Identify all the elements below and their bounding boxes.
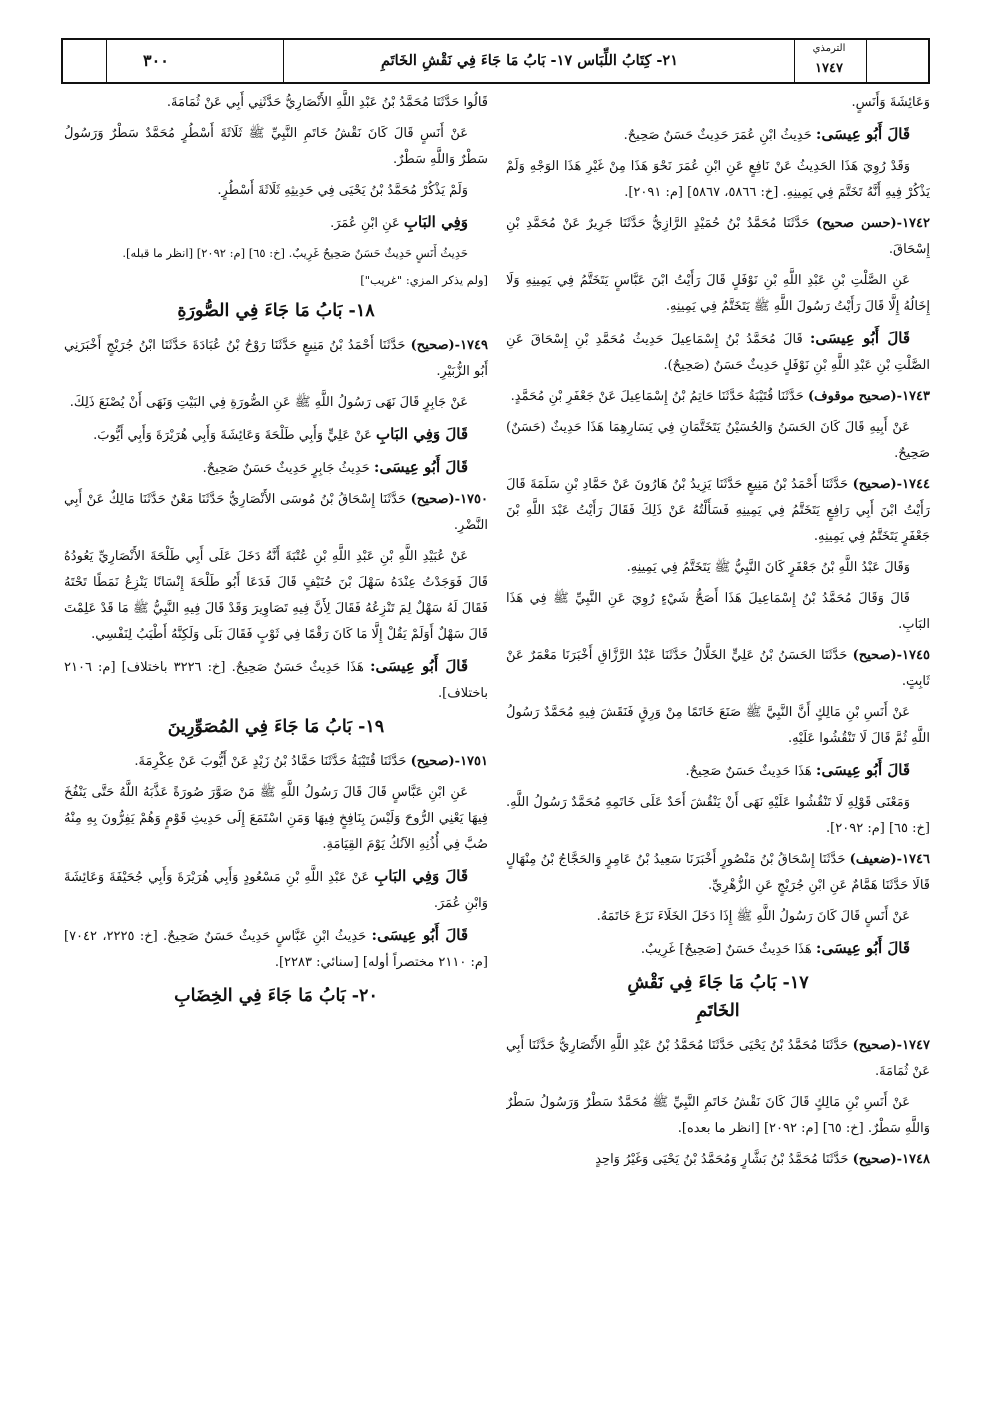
paragraph: قَالَ أَبُو عِيسَى: حَدِيثُ جَابِرٍ حَدِيثٌ حَسَنٌ صَحِيحٌ. bbox=[202, 458, 468, 476]
paragraph: قَالَ أَبُو عِيسَى: حَدِيثُ ابْنِ عَبَّاسٍ حَدِيثٌ حَسَنٌ صَحِيحٌ. [خ: ٢٢٢٥، ٧٠٤٢] [م: ٢١١٠ مختصراً أوله] [سنائي: ٢٢٨٣]. bbox=[64, 926, 488, 970]
chapter-heading: ١٧- بَابُ مَا جَاءَ فِي نَقْشِ الخَاتَمِ bbox=[627, 973, 809, 1021]
hadith-grade: ١٧٤٩-(صحيح) bbox=[410, 338, 488, 353]
hadith-1742: ١٧٤٢-(حسن صحيح) حَدَّثَنَا مُحَمَّدُ بْنُ حُمَيْدٍ الرَّازِيُّ حَدَّثَنَا جَرِيرٌ عَنْ مُحَمَّدِ بْنِ إِسْحَاقَ. bbox=[506, 216, 930, 257]
paragraph: قَالَ أَبُو عِيسَى: هَذَا حَدِيثٌ حَسَنٌ صَحِيحٌ. [خ: ٣٢٢٦ باختلاف] [م: ٢١٠٦ باختلاف]. bbox=[64, 657, 488, 701]
hadith-grade: ١٧٤٥-(صحيح) bbox=[852, 648, 930, 663]
chapter-heading: ١٩- بَابُ مَا جَاءَ فِي المُصَوِّرِينَ bbox=[167, 717, 385, 737]
hadith-text: عَنْ أَنَسِ بْنِ مَالِكٍ قَالَ كَانَ نَقْشُ خَاتَمِ النَّبِيِّ ﷺ مُحَمَّدٌ سَطْرٌ وَرَسُولُ سَطْرٌ وَاللَّهِ سَطْرٌ. [خ: ٦٥] [م: ٢٠٩٢] [انظر ما بعده]. bbox=[506, 1095, 930, 1136]
hadith-text: عَنْ عُبَيْدِ اللَّهِ بْنِ عَبْدِ اللَّهِ بْنِ عُتْبَةَ أَنَّهُ دَخَلَ عَلَى أَبِي طَلْحَةَ الأَنْصَارِيِّ يَعُودُهُ قَالَ فَوَجَدْتُ عِنْدَهُ سَهْلَ بْنَ حُنَيْفٍ قَالَ فَدَعَا أَبُو طَلْحَةَ إِنْسَانًا يَنْزِعُ نَمَطًا تَحْتَهُ فَقَالَ لَهُ سَهْلٌ لِمَ تَنْزِعُهُ فَقَالَ لِأَنَّ فِيهِ تَصَاوِيرَ وَقَدْ قَالَ فِيهِ النَّبِيُّ ﷺ مَا قَدْ عَلِمْتَ قَالَ سَهْلٌ أَوَلَمْ يَقُلْ إِلَّا مَا كَانَ رَقْمًا فِي ثَوْبٍ فَقَالَ بَلَى وَلَكِنَّهُ أَطْيَبُ لِنَفْسِي. bbox=[64, 549, 488, 642]
header-corner-box bbox=[63, 40, 107, 82]
hadith-text: وَقَالَ عَبْدُ اللَّهِ بْنُ جَعْفَرٍ كَانَ النَّبِيُّ ﷺ يَتَخَتَّمُ فِي يَمِينِهِ. bbox=[626, 560, 910, 575]
paragraph: قَالَ أَبُو عِيسَى: هَذَا حَدِيثٌ حَسَنٌ [صَحِيحٌ] غَرِيبٌ. bbox=[640, 939, 910, 957]
hadith-grade: ١٧٥١-(صحيح) bbox=[410, 754, 488, 769]
speaker: قَالَ أَبُو عِيسَى: bbox=[815, 761, 910, 779]
header-book-box bbox=[866, 40, 928, 82]
paragraph: حَدِيثُ أَنَسٍ حَدِيثٌ حَسَنٌ صَحِيحٌ غَرِيبٌ. [خ: ٦٥] [م: ٢٠٩٢] [انظر ما قبله]. bbox=[122, 246, 468, 260]
hadith-grade: ١٧٤٢-(حسن صحيح) bbox=[816, 216, 930, 231]
header-divider bbox=[794, 40, 795, 82]
footnote: [ولم يذكر المزي: "غريب"] bbox=[360, 273, 488, 287]
paragraph: وَمَعْنَى قَوْلِهِ لَا تَنْقُشُوا عَلَيْهِ نَهَى أَنْ يَنْقُشَ أَحَدٌ عَلَى خَاتَمِهِ مُحَمَّدٌ رَسُولُ اللَّهِ. [خ: ٦٥] [م: ٢٠٩٢]. bbox=[506, 795, 930, 836]
paragraph: قَالَ وَفِي البَابِ عَنْ عَبْدِ اللَّهِ بْنِ مَسْعُودٍ وَأَبِي هُرَيْرَةَ وَأَبِي جُحَيْفَةَ وَعَائِشَةَ وَابْنِ عُمَرَ. bbox=[64, 867, 488, 911]
paragraph: قَالَ أَبُو عِيسَى: حَدِيثُ ابْنِ عُمَرَ حَدِيثٌ حَسَنٌ صَحِيحٌ. bbox=[623, 125, 910, 143]
hadith-text: عَنِ ابْنِ عَبَّاسٍ قَالَ قَالَ رَسُولُ اللَّهِ ﷺ مَنْ صَوَّرَ صُورَةً عَذَّبَهُ اللَّهُ حَتَّى يَنْفُخَ فِيهَا يَعْنِي الرُّوحَ وَلَيْسَ بِنَافِخٍ فِيهَا وَمَنِ اسْتَمَعَ إِلَى حَدِيثِ قَوْمٍ وَهُمْ يَفِرُّونَ بِهِ مِنْهُ صُبَّ فِي أُذُنِهِ الآنُكُ يَوْمَ القِيَامَةِ. bbox=[64, 785, 488, 852]
hadith-grade: ١٧٤٣-(صحيح موقوف) bbox=[808, 389, 930, 404]
header-divider bbox=[283, 40, 284, 82]
speaker: قَالَ أَبُو عِيسَى: bbox=[373, 458, 468, 476]
hadith-1747: ١٧٤٧-(صحيح) حَدَّثَنَا مُحَمَّدُ بْنُ يَحْيَى حَدَّثَنَا مُحَمَّدُ بْنُ عَبْدِ اللَّهِ الأَنْصَارِيُّ حَدَّثَنَا أَبِي عَنْ ثُمَامَةَ. bbox=[506, 1038, 930, 1079]
paragraph: وَقَدْ رُوِيَ هَذَا الحَدِيثُ عَنْ نَافِعٍ عَنِ ابْنِ عُمَرَ نَحْوَ هَذَا مِنْ غَيْرِ هَذَا الوَجْهِ وَلَمْ يَذْكُرْ فِيهِ أَنَّهُ تَخَتَّمَ فِي يَمِينِهِ. [خ: ٥٨٦٦، ٥٨٦٧] [م: ٢٠٩١]. bbox=[506, 159, 930, 200]
hadith-text: عَنِ الصَّلْتِ بْنِ عَبْدِ اللَّهِ بْنِ نَوْفَلٍ قَالَ رَأَيْتُ ابْنَ عَبَّاسٍ يَتَخَتَّمُ فِي يَمِينِهِ وَلَا إِخَالُهُ إِلَّا قَالَ رَأَيْتُ رَسُولَ اللَّهِ ﷺ يَتَخَتَّمُ فِي يَمِينِهِ. bbox=[506, 273, 930, 314]
hadith-grade: ١٧٥٠-(صحيح) bbox=[410, 492, 488, 507]
hadith-1751: ١٧٥١-(صحيح) حَدَّثَنَا قُتَيْبَةُ حَدَّثَنَا حَمَّادُ بْنُ زَيْدٍ عَنْ أَيُّوبَ عَنْ عِكْرِمَةَ. bbox=[134, 754, 488, 769]
speaker: قَالَ وَفِي البَابِ bbox=[376, 425, 468, 443]
speaker: قَالَ أَبُو عِيسَى: bbox=[809, 329, 910, 347]
paragraph: قَالَ وَفِي البَابِ عَنْ عَلِيٍّ وَأَبِي طَلْحَةَ وَعَائِشَةَ وَأَبِي هُرَيْرَةَ وَأَبِي أَيُّوبَ. bbox=[93, 425, 468, 443]
speaker: قَالَ أَبُو عِيسَى: bbox=[815, 939, 910, 957]
paragraph: قَالُوا حَدَّثَنَا مُحَمَّدُ بْنُ عَبْدِ اللَّهِ الأَنْصَارِيُّ حَدَّثَنِي أَبِي عَنْ ثُمَامَةَ. bbox=[166, 95, 488, 110]
speaker: قَالَ وَفِي البَابِ bbox=[374, 867, 468, 885]
speaker: قَالَ أَبُو عِيسَى: bbox=[371, 926, 469, 944]
hadith-text: عَنْ أَنَسٍ قَالَ كَانَ رَسُولُ اللَّهِ ﷺ إِذَا دَخَلَ الخَلَاءَ نَزَعَ خَاتَمَهُ. bbox=[596, 909, 910, 924]
right-column bbox=[506, 90, 930, 1390]
hadith-1750: ١٧٥٠-(صحيح) حَدَّثَنَا إِسْحَاقُ بْنُ مُوسَى الأَنْصَارِيُّ حَدَّثَنَا مَعْنٌ حَدَّثَنَا مَالِكٌ عَنْ أَبِي النَّضْرِ. bbox=[64, 492, 488, 533]
hadith-1749: ١٧٤٩-(صحيح) حَدَّثَنَا أَحْمَدُ بْنُ مَنِيعٍ حَدَّثَنَا رَوْحُ بْنُ عُبَادَةَ حَدَّثَنَا ابْنُ جُرَيْجٍ أَخْبَرَنِي أَبُو الزُّبَيْرِ. bbox=[64, 338, 488, 379]
speaker: وَفِي البَابِ bbox=[403, 213, 468, 231]
hadith-text: عَنْ أَنَسِ بْنِ مَالِكٍ أَنَّ النَّبِيَّ ﷺ صَنَعَ خَاتَمًا مِنْ وَرِقٍ فَنَقَشَ فِيهِ مُحَمَّدٌ رَسُولُ اللَّهِ ثُمَّ قَالَ لَا تَنْقُشُوا عَلَيْهِ. bbox=[506, 705, 930, 746]
paragraph: قَالَ وَقَالَ مُحَمَّدُ بْنُ إِسْمَاعِيلَ هَذَا أَصَحُّ شَيْءٍ رُوِيَ عَنِ النَّبِيِّ ﷺ فِي هَذَا البَابِ. bbox=[506, 591, 930, 632]
paragraph: وَفِي البَابِ عَنِ ابْنِ عُمَرَ. bbox=[330, 213, 468, 231]
speaker: قَالَ أَبُو عِيسَى: bbox=[815, 125, 910, 143]
speaker: قَالَ أَبُو عِيسَى: bbox=[369, 657, 468, 675]
hadith-1745: ١٧٤٥-(صحيح) حَدَّثَنَا الحَسَنُ بْنُ عَلِيٍّ الخَلَّالُ حَدَّثَنَا عَبْدُ الرَّزَّاقِ أَخْبَرَنَا مَعْمَرٌ عَنْ ثَابِتٍ. bbox=[506, 648, 930, 689]
paragraph: وَلَمْ يَذْكُرْ مُحَمَّدُ بْنُ يَحْيَى فِي حَدِيثِهِ ثَلَاثَةَ أَسْطُرٍ. bbox=[217, 183, 468, 198]
hadith-grade: ١٧٤٨-(صحيح) bbox=[852, 1152, 930, 1167]
paragraph: وَعَائِشَةَ وَأَنَسٍ. bbox=[851, 95, 930, 110]
header-title: ٢١- كِتَابُ اللِّبَاس ١٧- بَابُ مَا جَاءَ فِي نَقْشِ الخَاتَمِ bbox=[381, 52, 678, 69]
paragraph: عَنْ أَنَسٍ قَالَ كَانَ نَقْشُ خَاتَمِ النَّبِيِّ ﷺ ثَلَاثَةَ أَسْطُرٍ مُحَمَّدٌ سَطْرٌ وَرَسُولُ سَطْرٌ وَاللَّهِ سَطْرٌ. bbox=[64, 126, 488, 167]
paragraph: قَالَ أَبُو عِيسَى: هَذَا حَدِيثٌ حَسَنٌ صَحِيحٌ. bbox=[685, 761, 910, 779]
hadith-1746: ١٧٤٦-(ضعيف) حَدَّثَنَا إِسْحَاقُ بْنُ مَنْصُورٍ أَخْبَرَنَا سَعِيدُ بْنُ عَامِرٍ وَالحَجَّاجُ بْنُ مِنْهَالٍ قَالَا حَدَّثَنَا هَمَّامٌ عَنِ ابْنِ جُرَيْجٍ عَنِ الزُّهْرِيِّ. bbox=[506, 852, 930, 893]
hadith-text: عَنْ جَابِرٍ قَالَ نَهَى رَسُولُ اللَّهِ ﷺ عَنِ الصُّورَةِ فِي البَيْتِ وَنَهَى أَنْ يُصْنَعَ ذَلِكَ. bbox=[69, 395, 468, 410]
header-book-name: الترمذي bbox=[812, 43, 846, 54]
paragraph: قَالَ أَبُو عِيسَى: قَالَ مُحَمَّدُ بْنُ إِسْمَاعِيلَ حَدِيثُ مُحَمَّدِ بْنِ إِسْحَاقَ عَنِ الصَّلْتِ بْنِ عَبْدِ اللَّهِ بْنِ نَوْفَلٍ حَدِيثٌ حَسَنٌ (صَحِيحٌ). bbox=[506, 329, 930, 373]
hadith-grade: ١٧٤٦-(ضعيف) bbox=[849, 852, 930, 867]
hadith-1744: ١٧٤٤-(صحيح) حَدَّثَنَا أَحْمَدُ بْنُ مَنِيعٍ حَدَّثَنَا يَزِيدُ بْنُ هَارُونَ عَنْ حَمَّادِ بْنِ سَلَمَةَ قَالَ رَأَيْتُ ابْنَ أَبِي رَافِعٍ يَتَخَتَّمُ فِي يَمِينِهِ فَسَأَلْتُهُ عَنْ ذَلِكَ فَقَالَ رَأَيْتُ عَبْدَ اللَّهِ بْنَ جَعْفَرٍ يَتَخَتَّمُ فِي يَمِينِهِ. bbox=[506, 477, 930, 544]
hadith-1748: ١٧٤٨-(صحيح) حَدَّثَنَا مُحَمَّدُ بْنُ بَشَّارٍ وَمُحَمَّدُ بْنُ يَحْيَى وَغَيْرُ وَاحِدٍ bbox=[595, 1152, 930, 1167]
chapter-heading: ١٨- بَابُ مَا جَاءَ فِي الصُّورَةِ bbox=[177, 301, 375, 321]
left-column bbox=[64, 90, 488, 1390]
header-hadith-number: ١٧٤٧ bbox=[815, 61, 843, 76]
hadith-grade: ١٧٤٧-(صحيح) bbox=[852, 1038, 930, 1053]
chapter-heading: ٢٠- بَابُ مَا جَاءَ فِي الخِضَابِ bbox=[174, 986, 378, 1006]
hadith-grade: ١٧٤٤-(صحيح) bbox=[852, 477, 930, 492]
hadith-1743: ١٧٤٣-(صحيح موقوف) حَدَّثَنَا قُتَيْبَةُ حَدَّثَنَا حَاتِمُ بْنُ إِسْمَاعِيلَ عَنْ جَعْفَرِ بْنِ مُحَمَّدٍ. bbox=[510, 389, 930, 404]
page-number: ٣٠٠ bbox=[143, 51, 169, 70]
hadith-text: عَنْ أَبِيهِ قَالَ كَانَ الحَسَنُ وَالحُسَيْنُ يَتَخَتَّمَانِ فِي يَسَارِهِمَا هَذَا حَدِيثٌ (حَسَنٌ) صَحِيحٌ. bbox=[506, 420, 930, 461]
page-header bbox=[61, 38, 930, 84]
